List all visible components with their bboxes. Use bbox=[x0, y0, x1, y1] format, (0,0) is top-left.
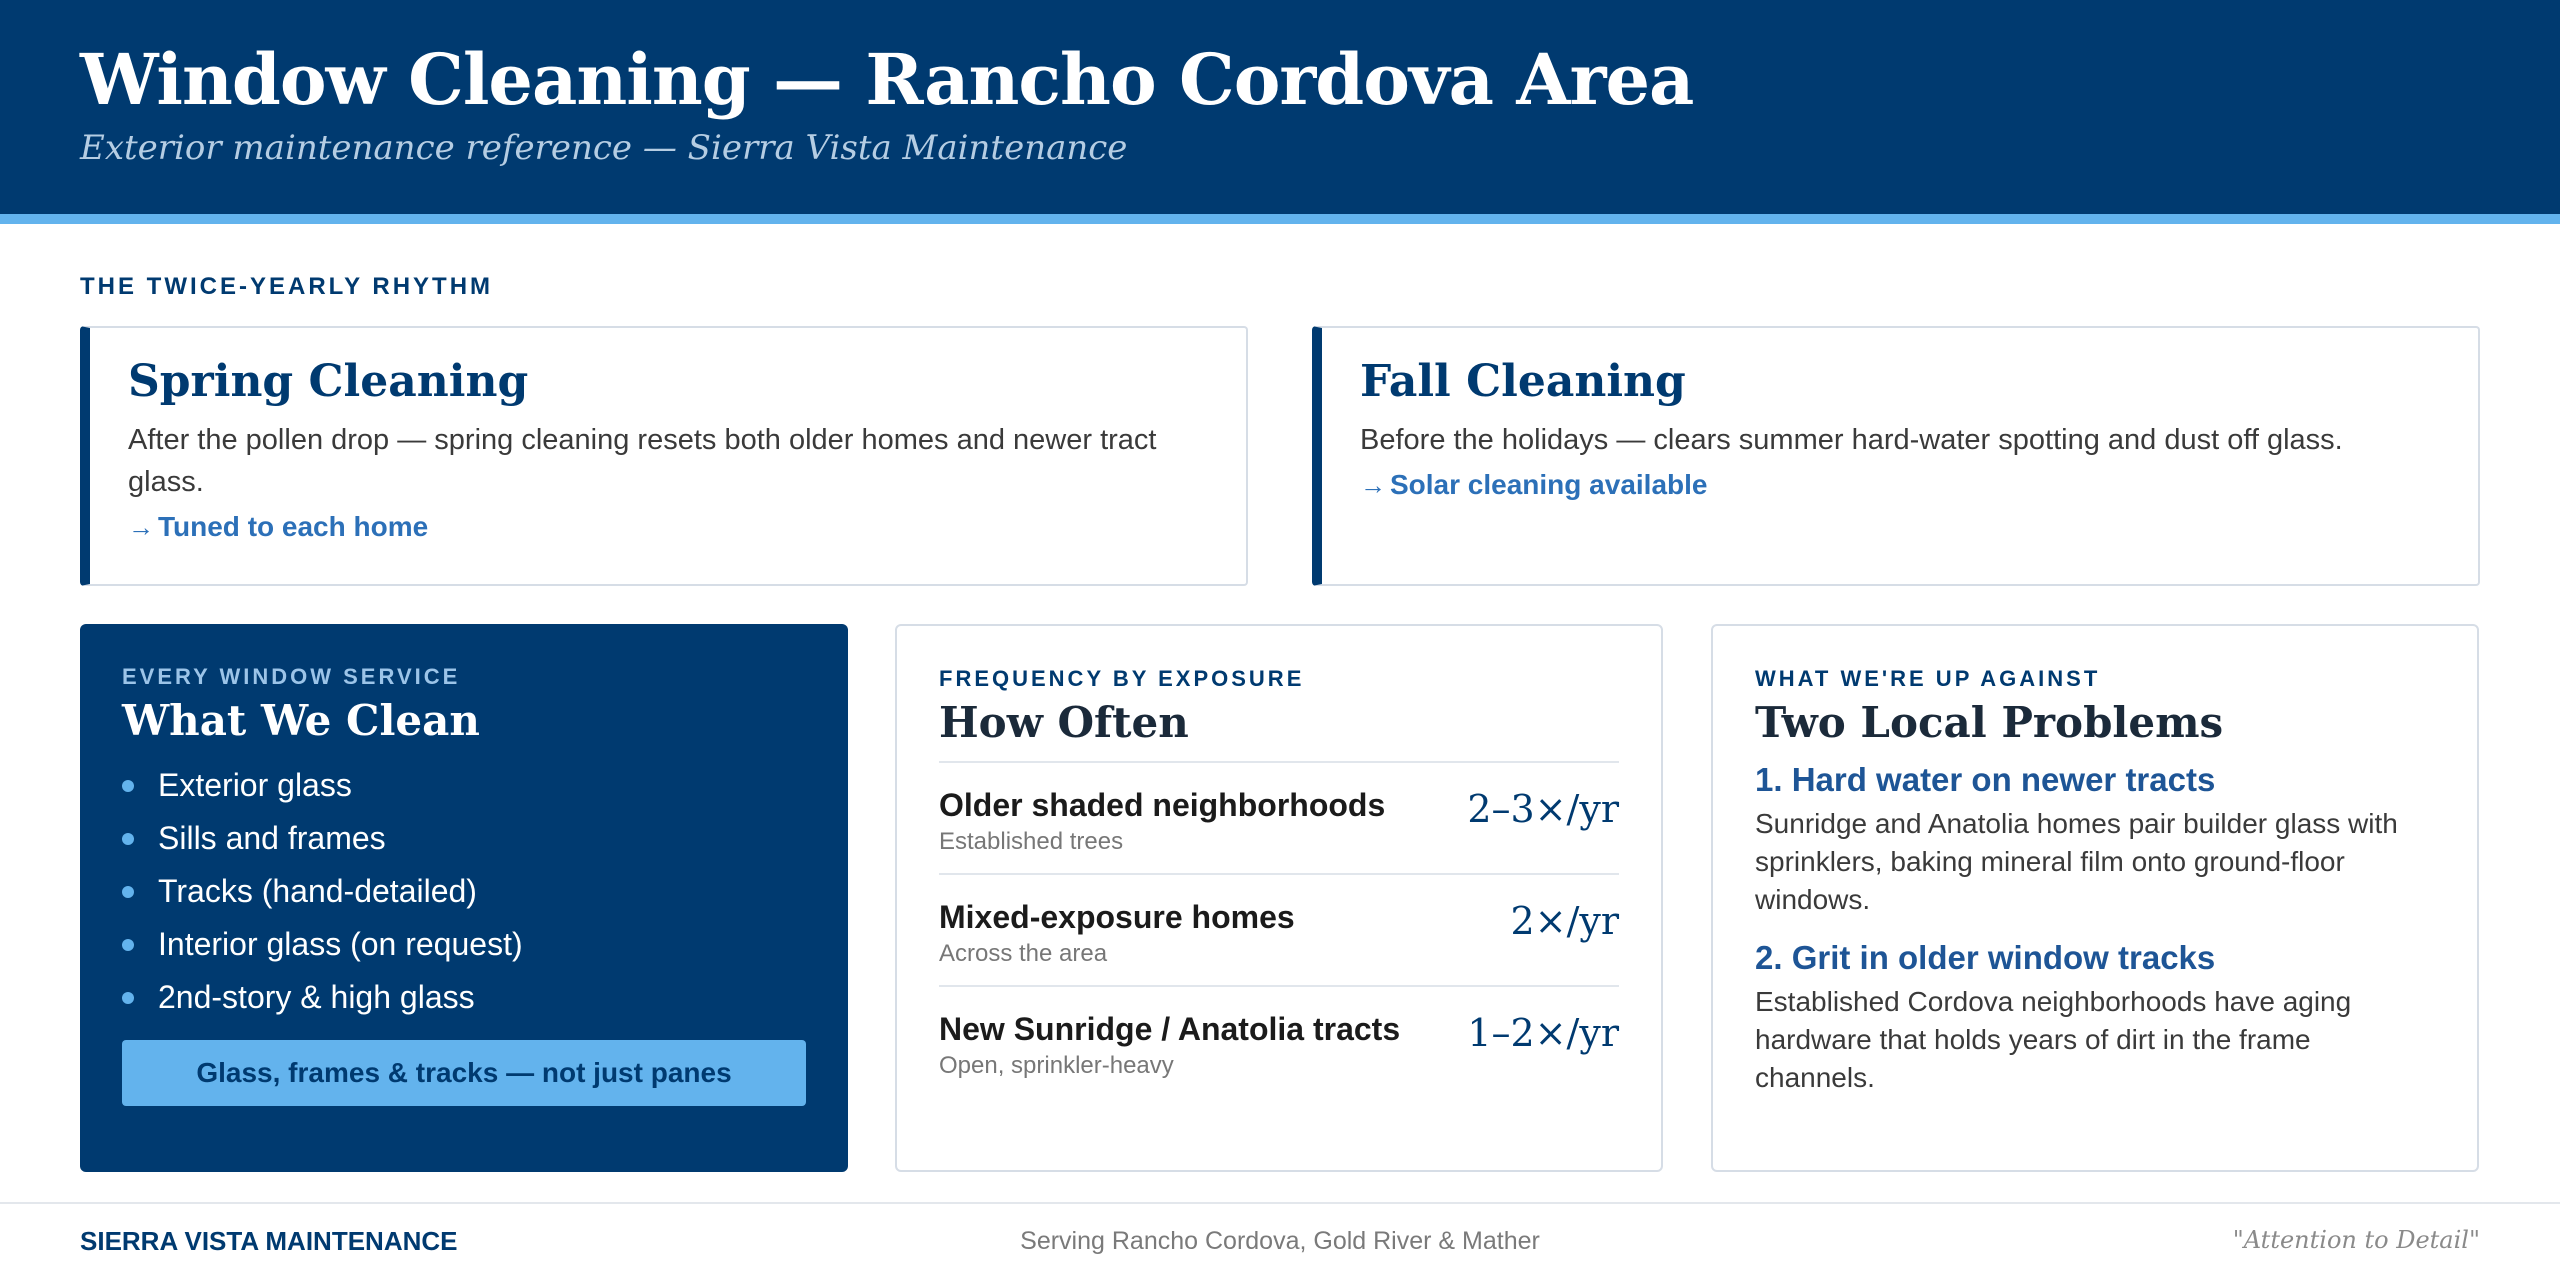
list-item-label: 2nd-story & high glass bbox=[158, 979, 475, 1015]
list-item-label: Tracks (hand-detailed) bbox=[158, 873, 477, 909]
list-item bbox=[122, 971, 806, 1024]
frequency-row-label: Older shaded neighborhoods bbox=[939, 787, 1386, 823]
spring-cleaning-description: After the pollen drop — spring cleaning resets both older homes and newer tract glass. bbox=[128, 424, 1157, 498]
tuned-to-each-home-link[interactable] bbox=[128, 511, 1210, 543]
list-item bbox=[122, 865, 806, 918]
problem-item bbox=[1755, 939, 2435, 1097]
spring-cleaning-card bbox=[80, 326, 1248, 586]
frequency-row-subtitle: Open, sprinkler-heavy bbox=[939, 1052, 1174, 1079]
arrow-right-icon: → bbox=[128, 511, 154, 542]
list-item bbox=[122, 918, 806, 971]
frequency-row-subtitle: Across the area bbox=[939, 940, 1108, 967]
frequency-row-rate: 2–3×/yr bbox=[1467, 787, 1619, 831]
page-header bbox=[0, 0, 2560, 214]
page-title: Window Cleaning — Rancho Cordova Area bbox=[80, 38, 1694, 121]
page-subtitle: Exterior maintenance reference — Sierra Vista Maintenance bbox=[80, 128, 1128, 168]
frequency-row-label: Mixed-exposure homes bbox=[939, 899, 1295, 935]
bullet-icon bbox=[122, 939, 134, 951]
header-accent-rule bbox=[0, 214, 2560, 224]
how-often-eyebrow: FREQUENCY BY EXPOSURE bbox=[939, 666, 1305, 691]
footer-tagline: "Attention to Detail" bbox=[2232, 1226, 2480, 1254]
local-problems-title: Two Local Problems bbox=[1755, 698, 2224, 747]
list-item bbox=[122, 759, 806, 812]
bullet-icon bbox=[122, 886, 134, 898]
clean-list bbox=[122, 759, 806, 1024]
bullet-icon bbox=[122, 780, 134, 792]
list-item-label: Sills and frames bbox=[158, 820, 386, 856]
local-problems-eyebrow: WHAT WE'RE UP AGAINST bbox=[1755, 666, 2101, 691]
list-item bbox=[122, 812, 806, 865]
tuned-to-each-home-label: Tuned to each home bbox=[158, 511, 429, 542]
what-we-clean-panel bbox=[80, 624, 848, 1172]
problem-title: 1. Hard water on newer tracts bbox=[1755, 761, 2216, 798]
frequency-row-subtitle: Established trees bbox=[939, 828, 1124, 855]
what-we-clean-eyebrow: EVERY WINDOW SERVICE bbox=[122, 664, 461, 689]
arrow-right-icon: → bbox=[1360, 469, 1386, 500]
fall-cleaning-description: Before the holidays — clears summer hard-water spotting and dust off glass. bbox=[1360, 424, 2343, 456]
glass-frames-tracks-callout: Glass, frames & tracks — not just panes bbox=[122, 1040, 806, 1106]
frequency-row-rate: 2×/yr bbox=[1510, 899, 1619, 943]
fall-cleaning-card bbox=[1312, 326, 2480, 586]
problem-item bbox=[1755, 761, 2435, 919]
fall-cleaning-title: Fall Cleaning bbox=[1360, 356, 1686, 407]
what-we-clean-title: What We Clean bbox=[122, 696, 480, 745]
local-problems-panel bbox=[1711, 624, 2479, 1172]
footer-service-area: Serving Rancho Cordova, Gold River & Mather bbox=[1020, 1227, 1540, 1255]
frequency-row bbox=[939, 985, 1619, 1097]
how-often-panel bbox=[895, 624, 1663, 1172]
bullet-icon bbox=[122, 992, 134, 1004]
list-item-label: Exterior glass bbox=[158, 767, 352, 803]
frequency-row-rate: 1–2×/yr bbox=[1467, 1011, 1619, 1055]
problem-description: Established Cordova neighborhoods have aging hardware that holds years of dirt in the frame channels. bbox=[1755, 986, 2352, 1093]
how-often-title: How Often bbox=[939, 698, 1189, 747]
solar-cleaning-link[interactable] bbox=[1360, 469, 2442, 501]
footer-divider bbox=[0, 1202, 2560, 1204]
frequency-row-label: New Sunridge / Anatolia tracts bbox=[939, 1011, 1401, 1047]
spring-cleaning-title: Spring Cleaning bbox=[128, 356, 529, 407]
frequency-row bbox=[939, 761, 1619, 873]
solar-cleaning-label: Solar cleaning available bbox=[1390, 469, 1708, 500]
bullet-icon bbox=[122, 833, 134, 845]
problem-description: Sunridge and Anatolia homes pair builder glass with sprinklers, baking mineral film onto ground-floor windows. bbox=[1755, 808, 2398, 915]
frequency-row bbox=[939, 873, 1619, 985]
problem-title: 2. Grit in older window tracks bbox=[1755, 939, 2216, 976]
rhythm-eyebrow: THE TWICE-YEARLY RHYTHM bbox=[80, 273, 494, 300]
footer-brand: SIERRA VISTA MAINTENANCE bbox=[80, 1226, 458, 1256]
list-item-label: Interior glass (on request) bbox=[158, 926, 523, 962]
